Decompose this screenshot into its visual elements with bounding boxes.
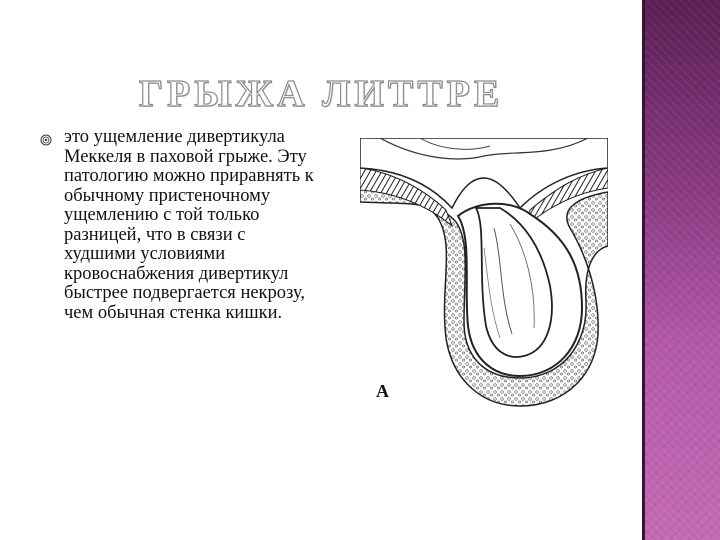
band-texture (642, 0, 720, 540)
figure-label: А (376, 381, 389, 401)
slide-title: ГРЫЖА ЛИТТРЕ (138, 73, 504, 115)
hernia-illustration (360, 138, 608, 414)
circled-dot-bullet-icon (40, 134, 52, 146)
bullet-text: это ущемление дивертикула Меккеля в паховой грыже. Эту патологию можно приравнять к обычному пристеночному ущемлению с той только разницей, что в связи с худшими условиями кровоснабжения дивертикул быстрее подвергается некрозу, чем обычная стенка кишки. (64, 127, 314, 323)
band-edge (642, 0, 645, 540)
decorative-side-band (642, 0, 720, 540)
